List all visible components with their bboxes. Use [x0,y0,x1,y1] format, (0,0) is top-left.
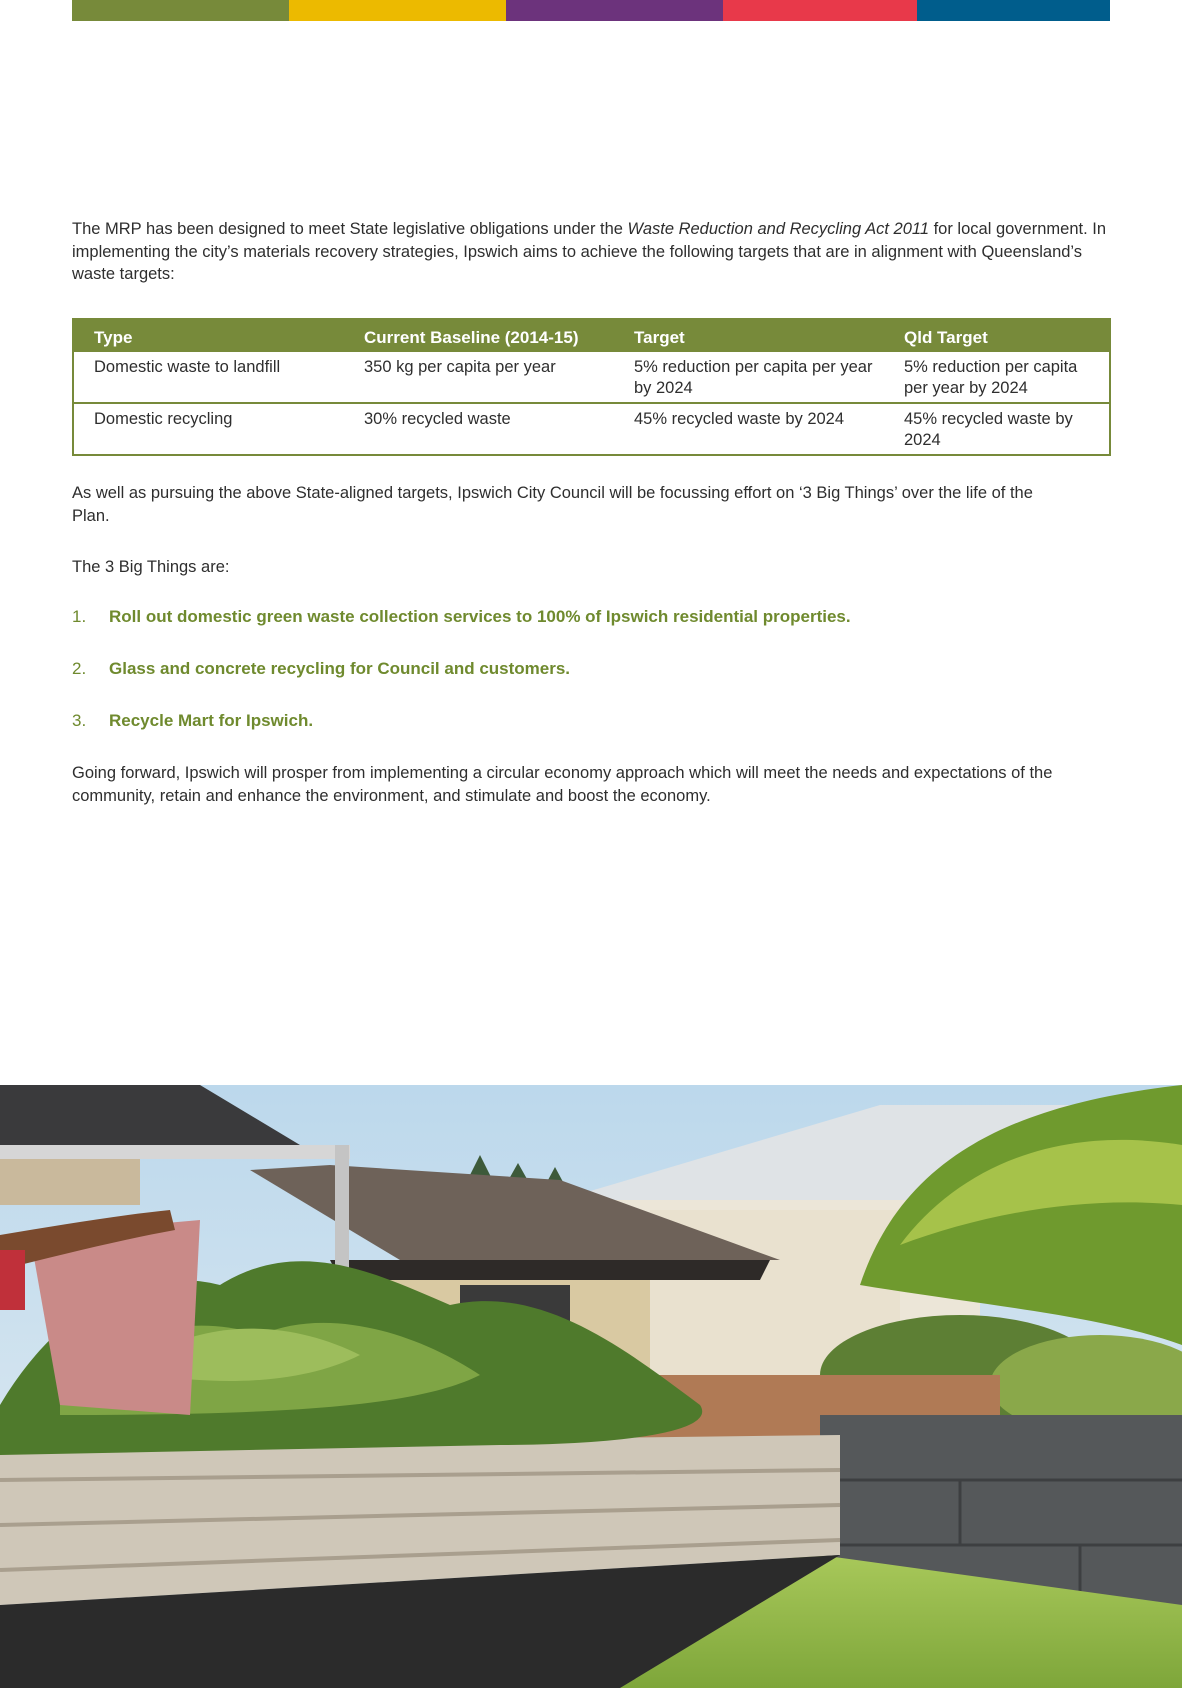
table-cell: 45% recycled waste by 2024 [614,403,884,455]
big-things-list [72,606,1072,762]
intro-paragraph: The MRP has been designed to meet State legislative obligations under the Waste Reduction and Recycling Act 2011 for local government. In implementing the city’s materials recovery strategies, Ipswich aims to achieve the following targets that are in alignment with Queensland’s waste targets: [72,220,1107,283]
table-header-type: Type [73,319,344,352]
color-bar-red [723,0,917,21]
waste-targets-table [72,318,1111,456]
list-item [72,658,1072,710]
color-bar-yellow [289,0,506,21]
color-bar-purple [506,0,723,21]
table-cell: Domestic waste to landfill [73,352,344,403]
table-cell: 5% reduction per capita per year by 2024 [884,352,1110,403]
going-forward-paragraph: Going forward, Ipswich will prosper from implementing a circular economy approach which will meet the needs and expectations of the community, retain and enhance the environment, and stimulate and boost the economy. [72,764,1053,805]
table-header-qld-target: Qld Target [884,319,1110,352]
table-cell: Domestic recycling [73,403,344,455]
table-header-target: Target [614,319,884,352]
big-things-intro: The 3 Big Things are: [72,558,230,576]
list-number: 1. [72,607,87,626]
color-bar-green [72,0,289,21]
table-header-baseline: Current Baseline (2014-15) [344,319,614,352]
table-cell: 350 kg per capita per year [344,352,614,403]
table-cell: 5% reduction per capita per year by 2024 [614,352,884,403]
photo-illustration [0,1085,1182,1688]
list-text: Recycle Mart for Ipswich. [109,711,314,730]
list-text: Roll out domestic green waste collection services to 100% of Ipswich residential properties. [109,607,851,626]
table-cell: 45% recycled waste by 2024 [884,403,1110,455]
list-item [72,710,1072,762]
table-header-row [73,319,1110,352]
table-row [73,403,1110,455]
table-row [73,352,1110,403]
intro-paragraph-block [72,218,1112,286]
list-text: Glass and concrete recycling for Council and customers. [109,659,571,678]
list-item [72,606,1072,658]
color-bar-blue [917,0,1110,21]
green-waste-ute-photo [0,1085,1182,1688]
list-number: 3. [72,711,87,730]
list-number: 2. [72,659,87,678]
state-aligned-paragraph: As well as pursuing the above State-aligned targets, Ipswich City Council will be focussing effort on ‘3 Big Things’ over the life of the Plan. [72,484,1033,525]
act-title: Waste Reduction and Recycling Act 2011 [627,220,929,238]
table-cell: 30% recycled waste [344,403,614,455]
header-color-bar [72,0,1110,21]
